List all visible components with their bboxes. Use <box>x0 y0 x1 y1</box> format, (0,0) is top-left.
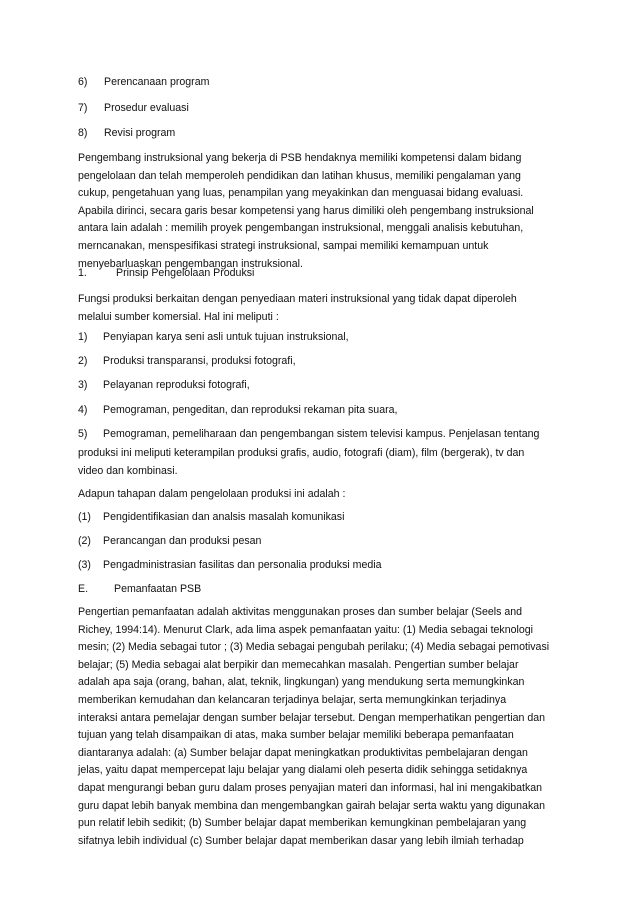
list-text: Produksi transparansi, produksi fotografi, <box>103 355 296 367</box>
paragraph-line: memberikan kemudahan dan kelancaran terjadinya belajar, serta memungkinkan terjadinya <box>78 693 507 706</box>
list-number: 1) <box>78 331 88 343</box>
list-number: 7) <box>78 102 88 114</box>
list-number: (3) <box>78 559 91 571</box>
list-number: 5) <box>78 428 88 440</box>
paragraph-line: merncanakan, menspesifikasi strategi instruksional, sampai memiliki kemampuan untuk <box>78 239 489 252</box>
list-number: (2) <box>78 535 91 547</box>
paragraph-line: diantaranya adalah: (a) Sumber belajar dapat meningkatkan produktivitas pembelajaran dengan <box>78 746 528 759</box>
list-number: (1) <box>78 511 91 523</box>
paragraph-line: Richey, 1994:14). Menurut Clark, ada lima aspek pemanfaatan yaitu: (1) Media sebagai teknologi <box>78 623 533 636</box>
list-item-continuation <box>78 445 558 480</box>
list-number: 3) <box>78 379 88 391</box>
list-text: Perancangan dan produksi pesan <box>103 535 262 547</box>
heading-text: Pemanfaatan PSB <box>114 583 202 595</box>
paragraph-line: Fungsi produksi berkaitan dengan penyediaan materi instruksional yang tidak dapat diperoleh <box>78 293 517 305</box>
paragraph-line: Adapun tahapan dalam pengelolaan produksi ini adalah : <box>78 488 346 500</box>
list-number: 2) <box>78 355 88 367</box>
paragraph-line: mesin; (2) Media sebagai tutor ; (3) Media sebagai pengubah perilaku; (4) Media sebagai pemotivasi <box>78 641 550 654</box>
paragraph-line: guru dapat lebih banyak membina dan mengembangkan gairah belajar serta waktu yang digunakan <box>78 799 546 812</box>
stages-paragraph <box>78 486 558 504</box>
paragraph-line: melalui sumber komersial. Hal ini meliputi : <box>78 310 279 323</box>
list-number: 8) <box>78 127 88 139</box>
list-text: Pengadministrasian fasilitas dan personalia produksi media <box>103 559 382 571</box>
list-text: Revisi program <box>104 127 176 139</box>
paragraph-line: produksi ini meliputi keterampilan produksi grafis, audio, fotografi (diam), film (bergerak), tv dan <box>78 447 525 459</box>
heading-number: E. <box>78 583 89 595</box>
paragraph-line: dapat mengurangi beban guru dalam proses penyajian materi dan informasi, hal ini mengakibatkan <box>78 781 543 794</box>
paragraph-line: menyebarluaskan pengembangan instruksional. <box>78 257 303 270</box>
list-text: Perencanaan program <box>104 76 210 88</box>
paragraph-line: video dan kombinasi. <box>78 464 178 477</box>
list-text: Pemograman, pengeditan, dan reproduksi rekaman pita suara, <box>103 404 398 416</box>
list-number: 4) <box>78 404 88 416</box>
list-text: Pelayanan reproduksi fotografi, <box>103 379 250 391</box>
paragraph-line: Pengembang instruksional yang bekerja di PSB hendaknya memiliki kompetensi dalam bidang <box>78 152 522 164</box>
heading-number: 1. <box>78 267 87 279</box>
paragraph-line: Apabila dirinci, secara garis besar kompetensi yang harus dimiliki oleh pengembang instruksional <box>78 204 534 217</box>
usage-paragraph <box>78 604 558 850</box>
paragraph-line: antara lain adalah : memilih proyek pengembangan instruksional, menggali analisis kebutuhan, <box>78 222 524 235</box>
paragraph-line: cukup, pengetahuan yang luas, penampilan yang meyakinkan dan menguasai bidang evaluasi. <box>78 187 524 200</box>
paragraph-line: belajar; (5) Media sebagai alat berpikir dan memecahkan masalah. Pengertian sumber belajar <box>78 658 519 671</box>
paragraph-line: Pengertian pemanfaatan adalah aktivitas menggunakan proses dan sumber belajar (Seels and <box>78 606 523 618</box>
paragraph-line: pengelolaan dan telah memperoleh pendidikan dan latihan khusus, memiliki pengalaman yang <box>78 169 521 182</box>
function-paragraph <box>78 291 558 326</box>
paragraph-line: jelas, yaitu dapat mempercepat laju belajar yang dialami oleh peserta didik sehingga setidaknya <box>78 764 528 777</box>
list-number: 6) <box>78 76 88 88</box>
list-text: Pengidentifikasian dan analsis masalah komunikasi <box>103 511 345 523</box>
paragraph-line: adalah apa saja (orang, bahan, alat, teknik, lingkungan) yang mendukung serta memungkinkan <box>78 676 525 689</box>
developer-paragraph <box>78 150 558 273</box>
heading-text: Prinsip Pengelolaan Produksi <box>116 267 255 279</box>
list-text: Penyiapan karya seni asli untuk tujuan instruksional, <box>103 331 349 343</box>
paragraph-line: interaksi antara pemelajar dengan sumber belajar tersebut. Dengan memperhatikan pengertian dan <box>78 711 545 724</box>
paragraph-line: sifatnya lebih individual (c) Sumber belajar dapat memberikan dasar yang lebih ilmiah terhadap <box>78 834 524 847</box>
list-text: Prosedur evaluasi <box>104 102 189 114</box>
list-text: Pemograman, pemeliharaan dan pengembangan sistem televisi kampus. Penjelasan tentang <box>103 428 540 440</box>
paragraph-line: tujuan yang telah disampaikan di atas, maka sumber belajar memiliki beberapa pemanfaatan <box>78 729 514 742</box>
paragraph-line: pun relatif lebih sedikit; (b) Sumber belajar dapat memberikan kemungkinan pembelajaran yang <box>78 817 527 830</box>
